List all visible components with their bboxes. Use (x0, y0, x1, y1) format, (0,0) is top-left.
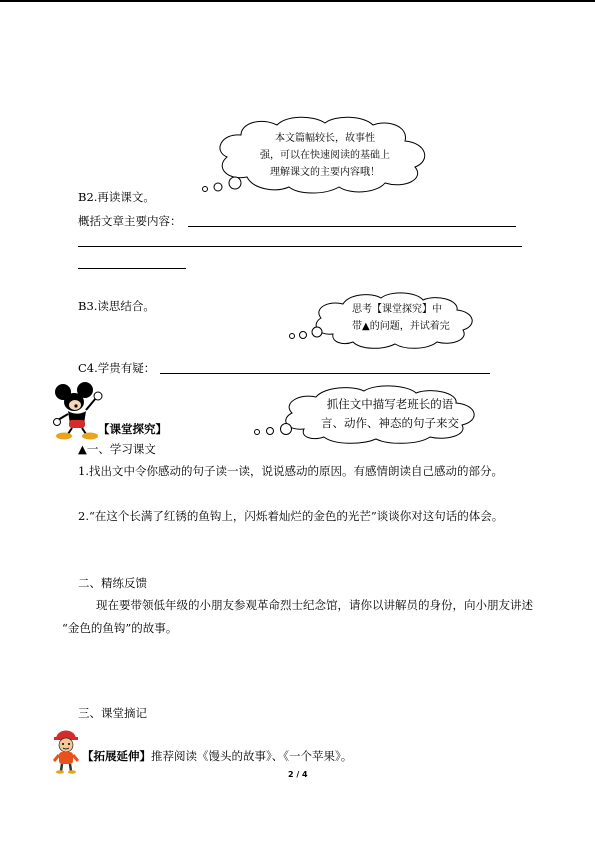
header-rule (0, 0, 595, 2)
c4-label: C4.学贵有疑： (78, 361, 156, 375)
extension-line (82, 748, 352, 764)
bubble-explore-text: 抓住文中描写老班长的语 言、动作、神态的句子来交 (321, 397, 459, 430)
question-1: 1.找出文中令你感动的句子读一读，说说感动的原因。有感情朗读自己感动的部分。 (78, 464, 503, 478)
bubble-middle-text: 思考【课堂探究】中 带▲的问题，并试着完 (352, 304, 450, 332)
b2-heading: B2.再读课文。 (78, 190, 155, 204)
extension-text: 推荐阅读《馒头的故事》、《一个苹果》。 (151, 749, 353, 763)
b2-summary-label: 概括文章主要内容： (78, 214, 182, 228)
answer-line[interactable] (160, 373, 490, 374)
explore-section1: ▲一、学习课文 (78, 442, 156, 456)
explore-title: 【课堂探究】 (98, 422, 167, 436)
b3-heading: B3.读思结合。 (78, 299, 155, 313)
answer-line[interactable] (78, 246, 522, 247)
page-number: 2 / 4 (288, 770, 308, 779)
answer-line[interactable] (78, 268, 186, 269)
practice-heading: 二、精练反馈 (78, 576, 147, 590)
practice-line2: “金色的鱼钩”的故事。 (62, 621, 178, 635)
bubble-top-text: 本文篇幅较长，故事性 强，可以在快速阅读的基础上 理解课文的主要内容哦！ (260, 133, 390, 178)
question-2: 2.“在这个长满了红锈的鱼钩上，闪烁着灿烂的金色的光芒”谈谈你对这句话的体会。 (78, 509, 504, 523)
notes-heading: 三、课堂摘记 (78, 706, 147, 720)
child-mascot-icon (52, 728, 80, 774)
mascot-icon (52, 382, 104, 440)
extension-title: 【拓展延伸】 (82, 749, 151, 763)
practice-line1: 现在要带领低年级的小朋友参观革命烈士纪念馆，请你以讲解员的身份，向小朋友讲述 (96, 598, 533, 612)
answer-line[interactable] (188, 226, 516, 227)
